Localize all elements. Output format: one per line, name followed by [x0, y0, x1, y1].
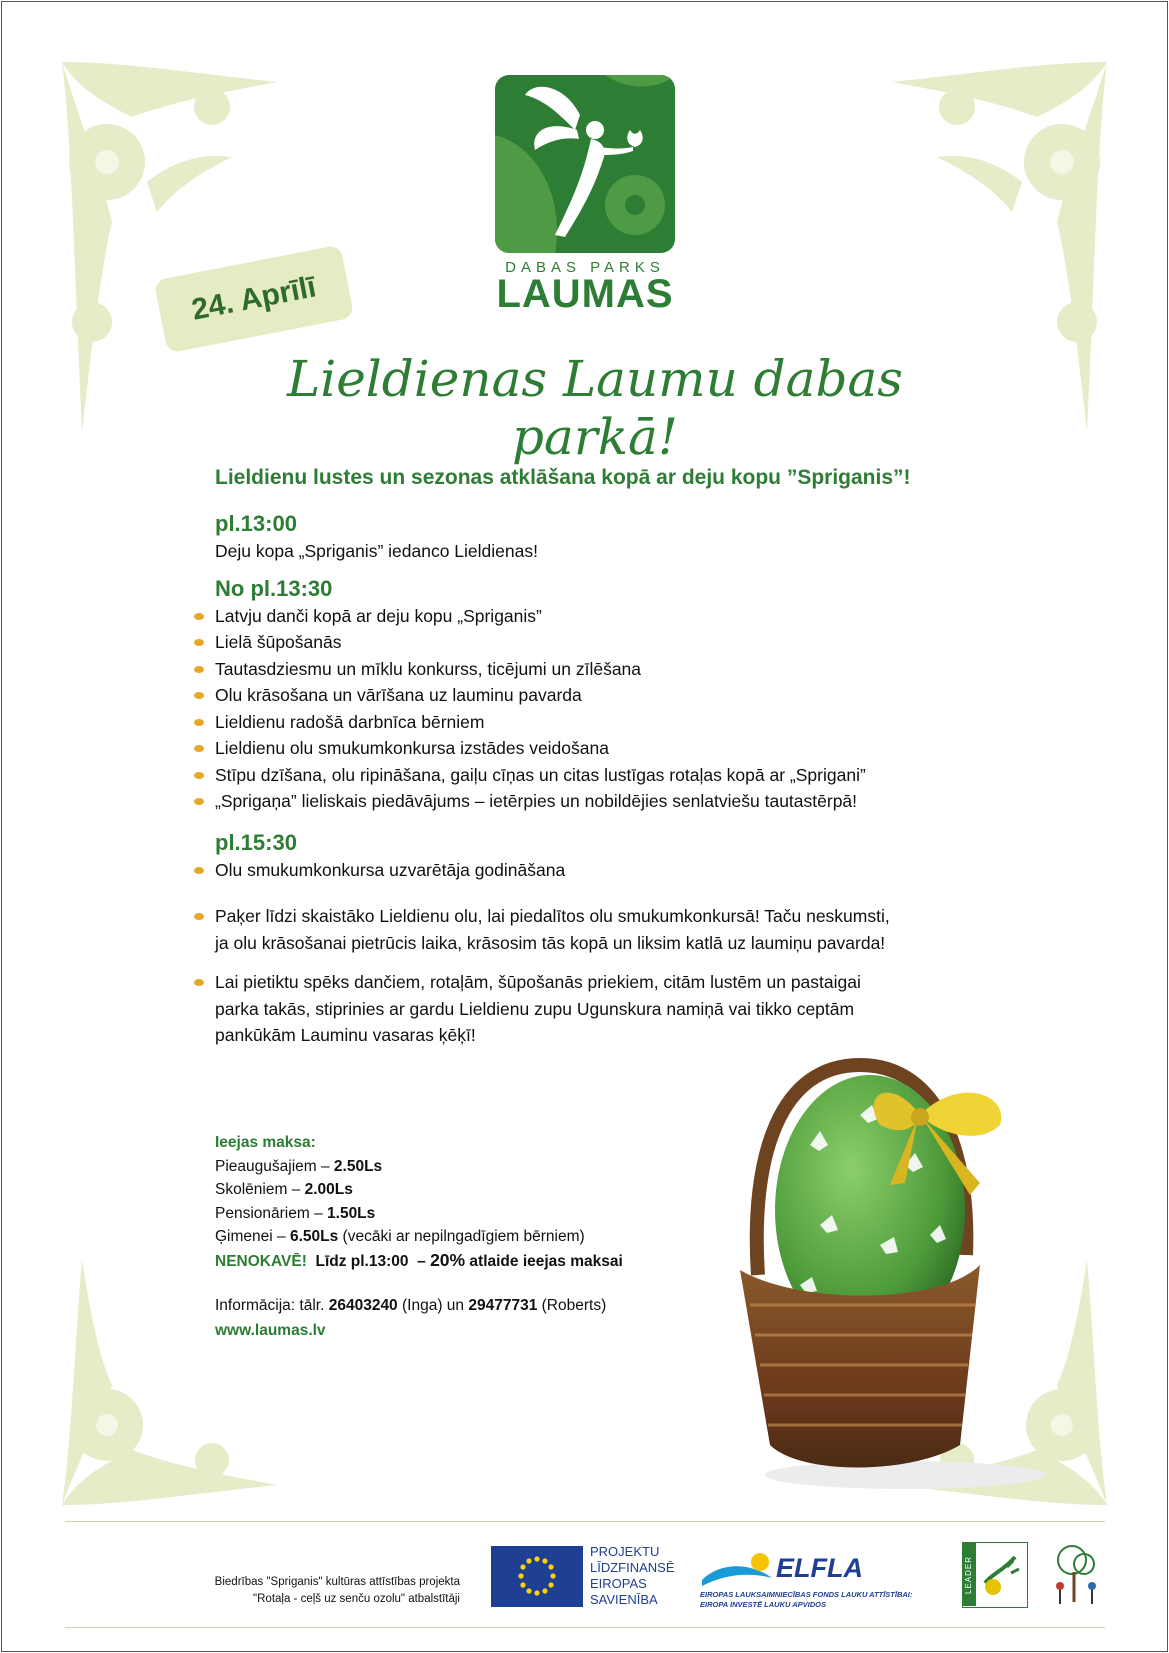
eu-flag-icon [491, 1546, 583, 1607]
eu-line: EIROPAS [590, 1576, 647, 1591]
list-item: Lieldienu radošā darbnīca bērniem [215, 709, 1005, 736]
leader-text: LEADER [964, 1555, 973, 1594]
paragraph-line: Paķer līdzi skaistāko Lieldienu olu, lai piedalītos olu smukumkonkursā! Taču neskumsti, [215, 906, 890, 926]
price-label: Pensionāriem – [215, 1204, 323, 1222]
info-label: Informācija: tālr. [215, 1297, 325, 1314]
elfla-caption [700, 1590, 912, 1610]
paragraph-line: pankūkām Lauminu vasaras ķēķī! [215, 1025, 476, 1045]
elfla-name: ELFLA [776, 1553, 863, 1583]
price-row-students [215, 1178, 623, 1202]
website-link[interactable]: www.laumas.lv [215, 1322, 326, 1339]
elfla-line: EIROPA INVESTĒ LAUKU APVIDOS [700, 1600, 826, 1609]
promo-percent: 20% [430, 1249, 466, 1270]
list-item: Latvju danči kopā ar deju kopu „Spriganis” [215, 603, 1005, 630]
paragraph-line: ja olu krāsošanai pietrūcis laika, krāsosim tās kopā un liksim katlā uz laumiņu pavarda! [215, 932, 886, 953]
price-row-pensioners [215, 1202, 623, 1226]
list-item: Olu krāsošana un vārīšana uz lauminu pavarda [215, 682, 1005, 709]
easter-basket-image [740, 1055, 1070, 1495]
program-content [215, 510, 1005, 1049]
phone-line [215, 1293, 606, 1318]
price-label: Ģimenei – [215, 1228, 286, 1245]
logo-subtitle: DABAS PARKS [505, 259, 665, 276]
promo-dash: – [417, 1252, 426, 1270]
eu-cofinance-text [590, 1544, 675, 1608]
list-item: Lielā šūpošanās [215, 629, 1005, 656]
info-paragraph-2 [215, 969, 1005, 1049]
promo-until: Līdz pl.13:00 [315, 1252, 409, 1270]
footer-divider [65, 1521, 1105, 1522]
page-subtitle: Lieldienu lustes un sezonas atklāšana kopā ar deju kopu ”Spriganis”! [215, 466, 911, 489]
contact-info [215, 1293, 606, 1343]
promo-hurry: NENOKAVĒ! [215, 1252, 307, 1270]
support-line: "Rotaļa - ceļš uz senču ozolu" atbalstītāji [253, 1593, 460, 1605]
fairy-icon [495, 75, 675, 253]
price-value: 2.50Ls [333, 1157, 383, 1175]
list-item: „Sprigaņa” lieliskais piedāvājums – ietērpies un nobildējies senlatviešu tautastērpā! [215, 788, 1005, 815]
list-item: Olu smukumkonkursa uzvarētāja godināšana [215, 857, 1005, 884]
info-paragraph-1 [215, 903, 1005, 956]
elfla-line: EIROPAS LAUKSAIMNIECĪBAS FONDS LAUKU ATTĪSTĪBAI: [700, 1590, 913, 1599]
time-heading-3: pl.15:30 [215, 829, 297, 855]
contact-name: (Roberts) [541, 1297, 607, 1314]
time-heading-2: No pl.13:30 [215, 575, 333, 601]
list-item: Tautasdziesmu un mīklu konkurss, ticējumi un zīlēšana [215, 656, 1005, 683]
support-line: Biedrības "Spriganis" kultūras attīstības projekta [214, 1576, 460, 1588]
eu-line: LĪDZFINANSĒ [590, 1560, 675, 1575]
logo-name: LAUMAS [496, 272, 674, 316]
phone-number: 29477731 [468, 1297, 538, 1314]
price-value: 2.00Ls [304, 1181, 353, 1198]
prices-heading: Ieejas maksa: [215, 1134, 316, 1151]
contact-name: (Inga) un [402, 1297, 465, 1314]
price-value: 6.50Ls [289, 1228, 339, 1245]
tree-family-icon [1048, 1542, 1104, 1608]
discount-line [215, 1249, 623, 1274]
laumas-logo [495, 75, 675, 253]
paragraph-line: Lai pietiktu spēks dančiem, rotaļām, šūpošanās priekiem, citām lustēm un pastaigai [215, 972, 861, 992]
leader-side-bar [962, 1542, 976, 1606]
program-line: Deju kopa „Spriganis” iedanco Lieldienas! [215, 541, 538, 561]
price-note: (vecāki ar nepilngadīgiem bērniem) [342, 1228, 585, 1245]
price-label: Skolēniem – [215, 1181, 301, 1198]
list-item: Lieldienu olu smukumkonkursa izstādes veidošana [215, 735, 1005, 762]
phone-number: 26403240 [328, 1297, 398, 1314]
footer-divider [65, 1627, 1105, 1628]
date-text: 24. Aprīlī [189, 270, 319, 327]
paragraph-line: parka takās, stiprinies ar gardu Lieldienu zupu Ugunskura namiņā vai tikko ceptām [215, 998, 855, 1019]
page-title: Lieldienas Laumu dabas parkā! [287, 350, 903, 466]
price-value: 1.50Ls [327, 1204, 376, 1222]
time-heading-1: pl.13:00 [215, 511, 297, 536]
eu-line: SAVIENĪBA [590, 1592, 658, 1607]
price-label: Pieaugušajiem – [215, 1157, 330, 1175]
price-row-adults [215, 1155, 623, 1179]
support-text [150, 1574, 460, 1608]
ticket-prices [215, 1131, 623, 1273]
eu-line: PROJEKTU [590, 1544, 660, 1559]
list-item: Stīpu dzīšana, olu ripināšana, gaiļu cīņas un citas lustīgas rotaļas kopā ar „Sprigani” [215, 762, 1005, 789]
promo-text: atlaide ieejas maksai [469, 1252, 623, 1270]
price-row-family [215, 1225, 623, 1249]
